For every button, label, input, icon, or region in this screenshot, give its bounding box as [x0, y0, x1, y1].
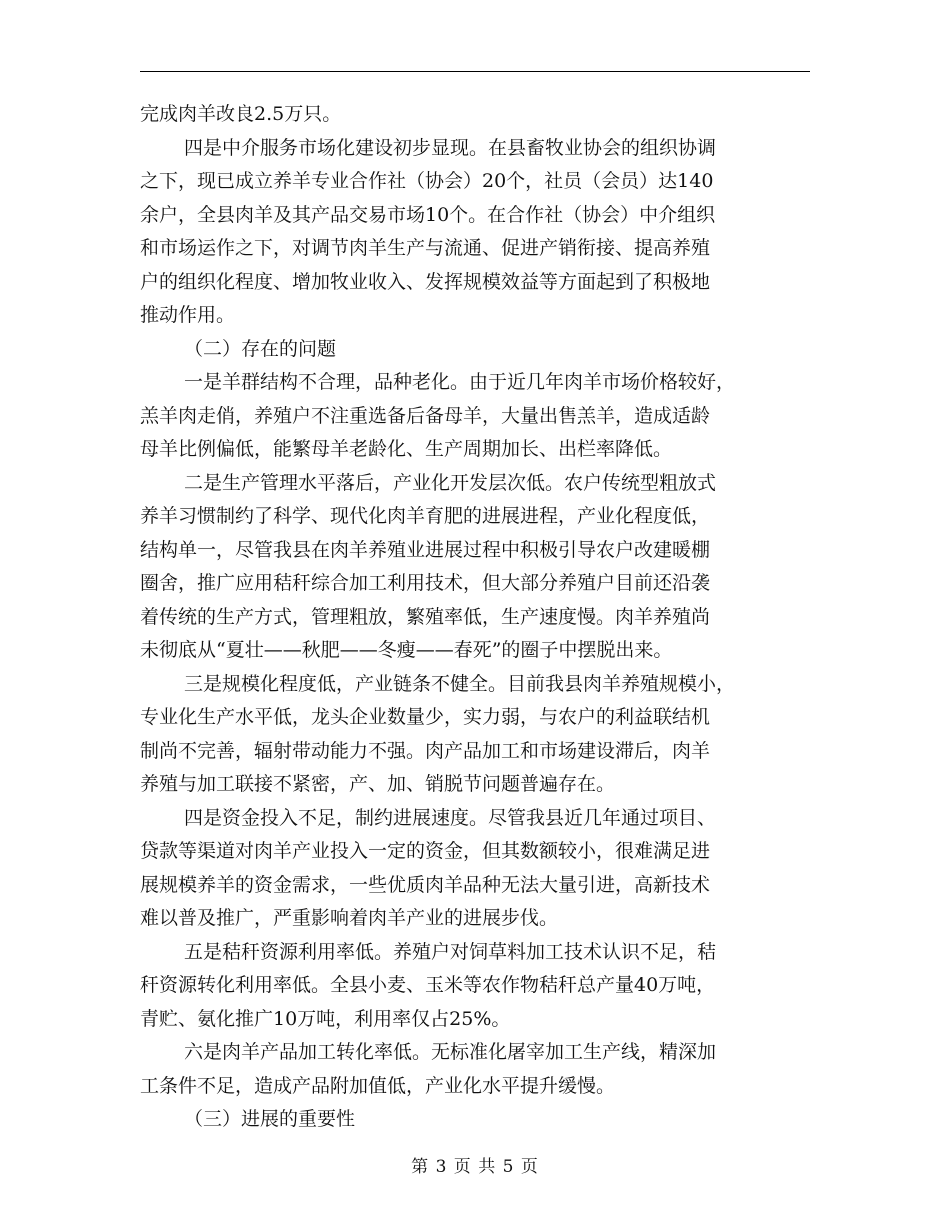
text-line: 余户，全县肉羊及其产品交易市场10个。在合作社（协会）中介组织 — [140, 203, 716, 226]
text-line: 户的组织化程度、增加牧业收入、发挥规模效益等方面起到了积极地 — [140, 270, 711, 293]
text-line: 制尚不完善，辐射带动能力不强。肉产品加工和市场建设滞后，肉羊 — [140, 739, 711, 762]
text-line: 秆资源转化利用率低。全县小麦、玉米等农作物秸秆总产量40万吨， — [140, 974, 716, 996]
text-line: 结构单一，尽管我县在肉羊养殖业进展过程中积极引导农户改建暖棚 — [140, 538, 711, 561]
text-line: 难以普及推广，严重影响着肉羊产业的进展步伐。 — [140, 907, 559, 929]
page-footer: 第 3 页 共 5 页 — [411, 1157, 539, 1177]
text-line: 贷款等渠道对肉羊产业投入一定的资金，但其数额较小，很难满足进 — [140, 840, 711, 862]
text-line: 青贮、氨化推广10万吨，利用率仅占25%。 — [140, 1007, 511, 1030]
text-line: 养羊习惯制约了科学、现代化肉羊育肥的进展进程，产业化程度低， — [140, 505, 711, 527]
text-line: 五是秸秆资源利用率低。养殖户对饲草料加工技术认识不足，秸 — [184, 940, 717, 963]
text-line: 圈舍，推广应用秸秆综合加工利用技术，但大部分养殖户目前还沿袭 — [140, 572, 711, 594]
text-line: 着传统的生产方式，管理粗放，繁殖率低，生产速度慢。肉羊养殖尚 — [140, 605, 711, 628]
text-line: 四是中介服务市场化建设初步显现。在县畜牧业协会的组织协调 — [184, 136, 717, 159]
text-line: （三）进展的重要性 — [184, 1108, 356, 1130]
text-line: 二是生产管理水平落后，产业化开发层次低。农户传统型粗放式 — [184, 471, 717, 494]
text-line: 母羊比例偏低，能繁母羊老龄化、生产周期加长、出栏率降低。 — [140, 438, 673, 460]
text-line: 完成肉羊改良2.5万只。 — [140, 103, 342, 125]
text-line: 和市场运作之下，对调节肉羊生产与流通、促进产销衔接、提高养殖 — [140, 237, 711, 259]
document-body — [140, 98, 810, 1137]
text-line: 羔羊肉走俏，养殖户不注重选备后备母羊，大量出售羔羊，造成适龄 — [140, 404, 711, 427]
text-line: （二）存在的问题 — [184, 337, 337, 360]
text-line: 工条件不足，造成产品附加值低，产业化水平提升缓慢。 — [140, 1074, 616, 1097]
text-line: 四是资金投入不足，制约进展速度。尽管我县近几年通过项目、 — [184, 806, 717, 829]
text-line: 一是羊群结构不合理，品种老化。由于近几年肉羊市场价格较好， — [184, 371, 736, 393]
text-line: 未彻底从“夏壮——秋肥——冬瘦——春死”的圈子中摆脱出来。 — [140, 639, 673, 661]
text-line: 之下，现已成立养羊专业合作社（协会）20个，社员（会员）达140 — [140, 170, 714, 192]
text-line: 专业化生产水平低，龙头企业数量少，实力弱，与农户的利益联结机 — [140, 706, 711, 728]
text-line: 六是肉羊产品加工转化率低。无标准化屠宰加工生产线，精深加 — [184, 1041, 717, 1063]
text-line: 养殖与加工联接不紧密，产、加、销脱节问题普遍存在。 — [140, 773, 616, 795]
header-rule — [140, 71, 810, 72]
text-line: 展规模养羊的资金需求，一些优质肉羊品种无法大量引进，高新技术 — [140, 873, 711, 896]
text-line: 三是规模化程度低，产业链条不健全。目前我县肉羊养殖规模小， — [184, 672, 736, 695]
text-line: 推动作用。 — [140, 304, 236, 326]
